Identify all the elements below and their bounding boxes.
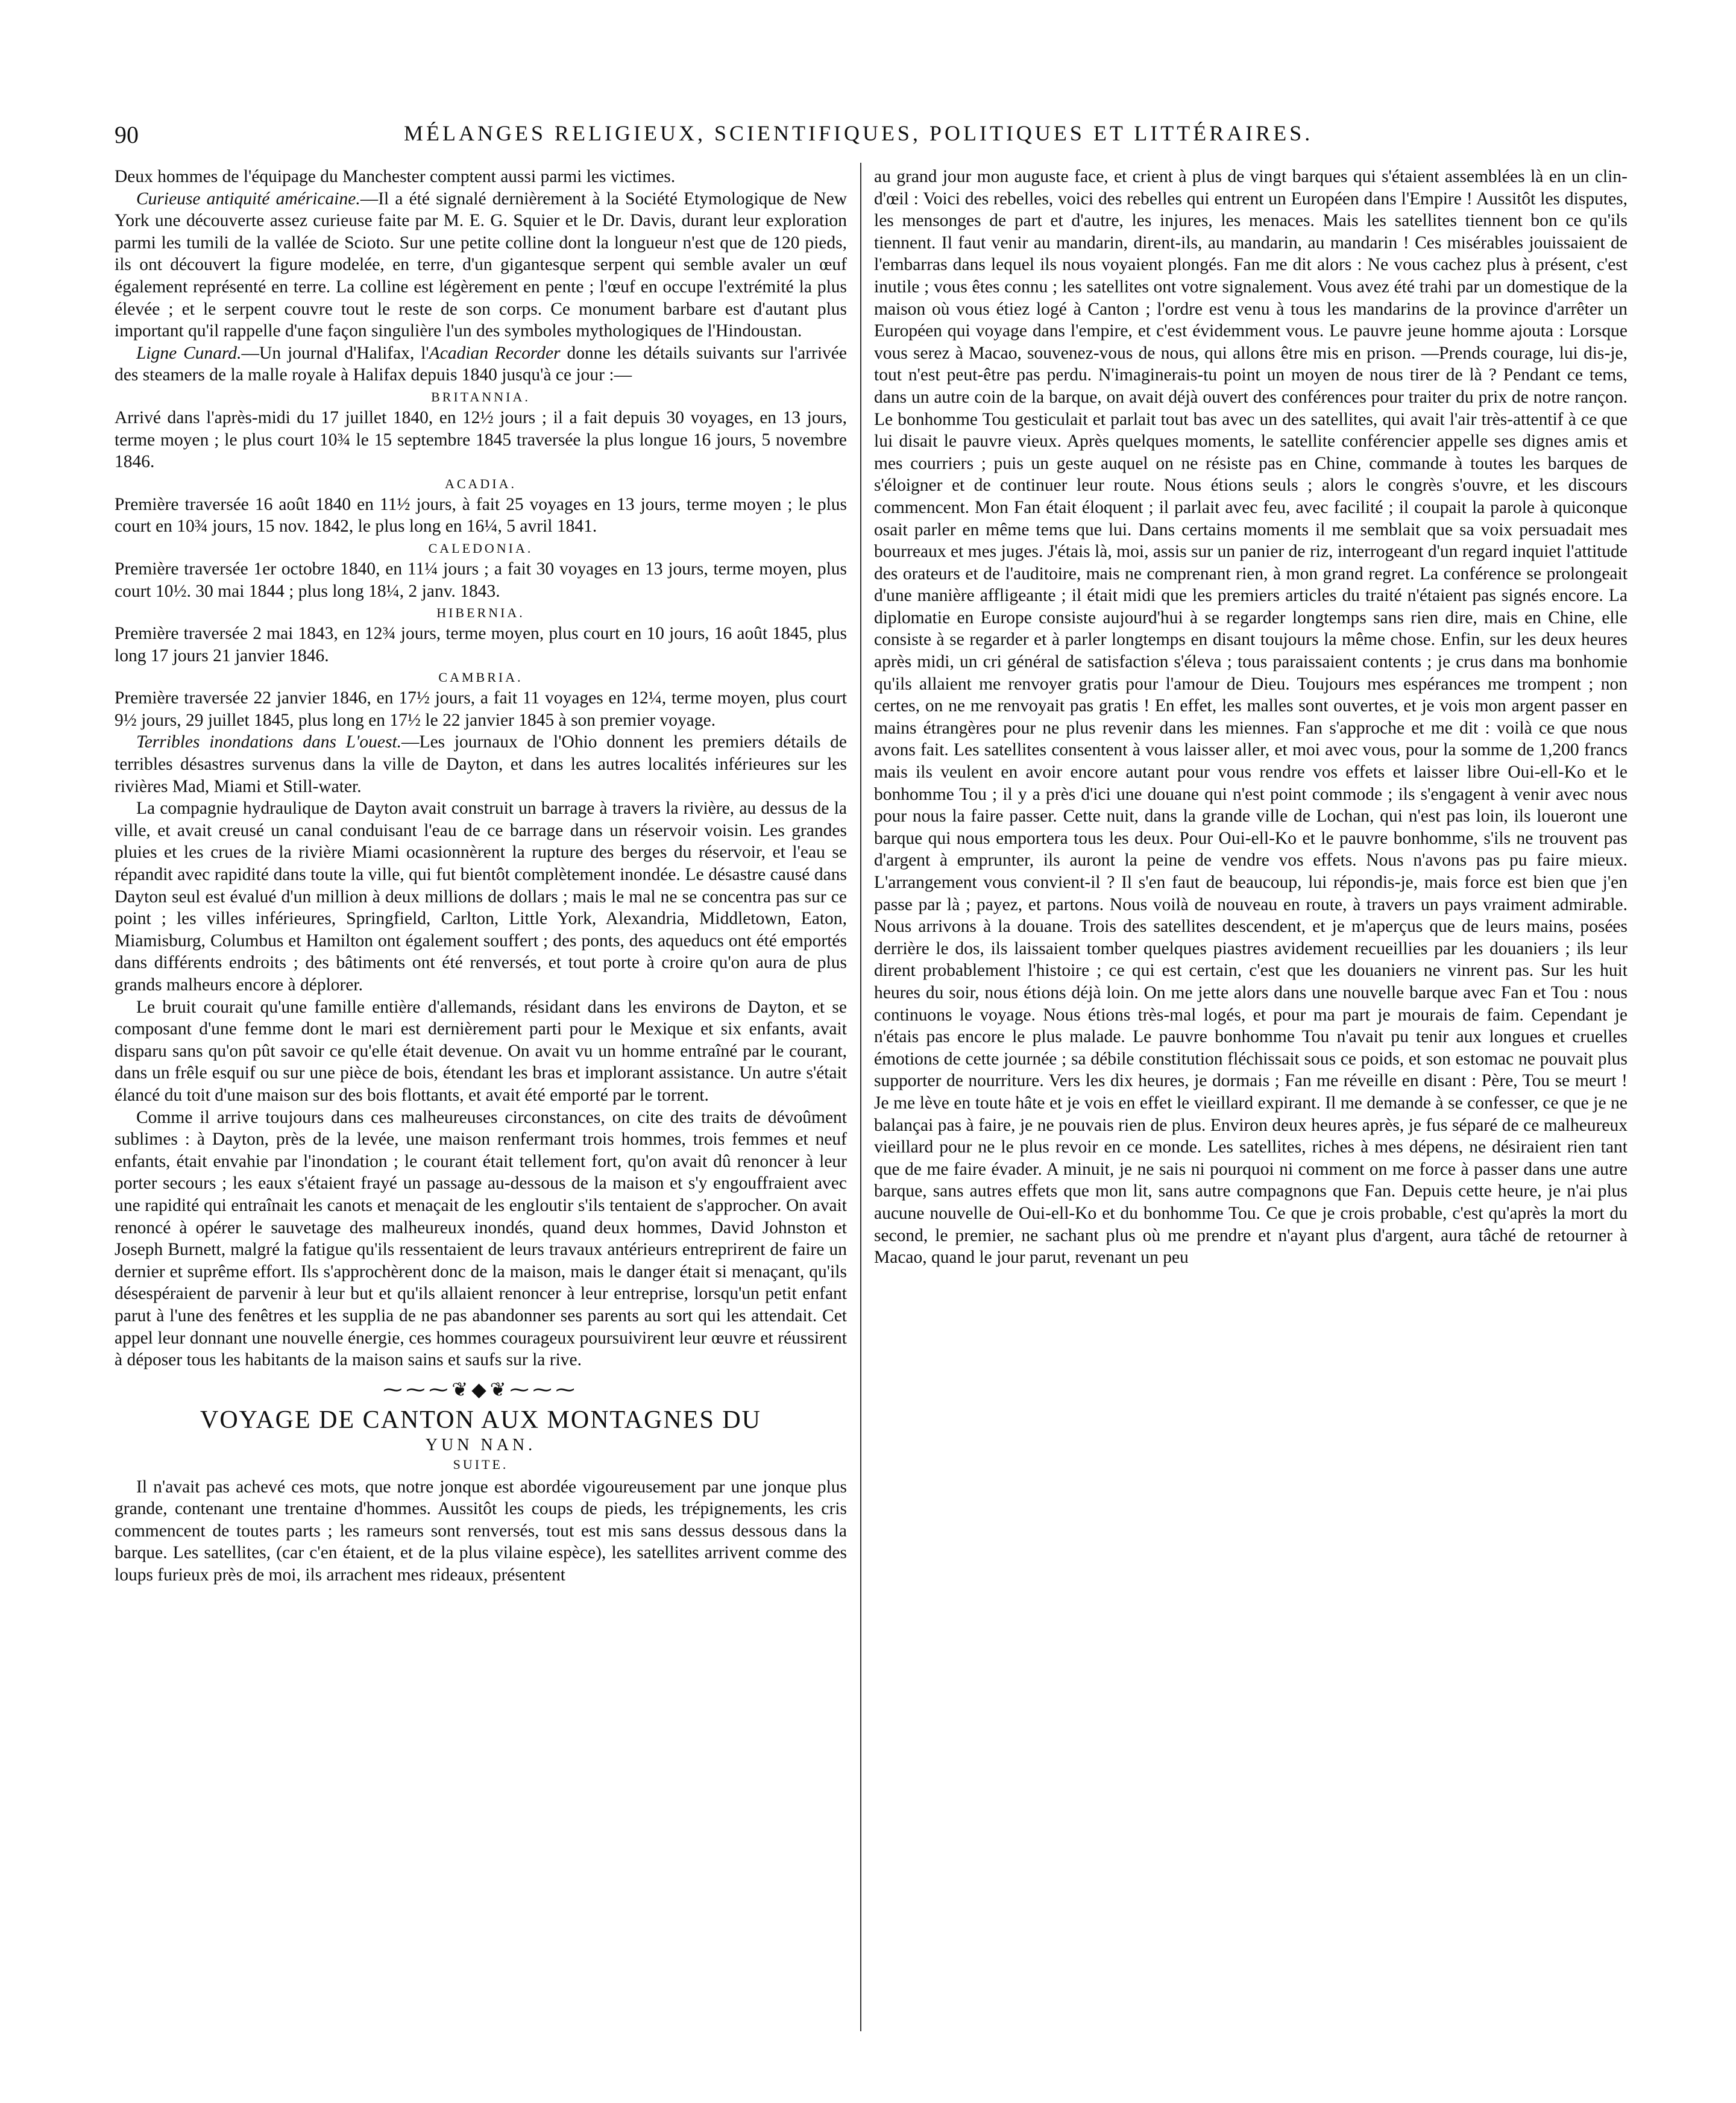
floods-paragraph — [115, 731, 847, 797]
devotion-paragraph: Comme il arrive toujours dans ces malheureuses circonstances, on cite des traits de dévoûment sublimes : à Dayton, près de la levée, une maison renfermant trois hommes, trois femmes et neuf enfants, était envahie par l'inondation ; le courant était tellement fort, qu'on avait dû renoncer à leur porter secours ; les eaux s'étaient frayé un passage au-dessous de la maison et s'y engouffraient avec une rapidité qui entraînait les canots et menaçait de les engloutir s'ils tentaient de s'approcher. On avait renoncé à opérer le sauvetage des malheureux inondés, quand deux hommes, David Johnston et Joseph Burnett, malgré la fatigue qu'ils ressentaient de leurs travaux antérieurs entreprirent de faire un dernier et suprême effort. Ils s'approchèrent donc de la maison, mais le danger était si menaçant, qu'ils désespéraient de parvenir à leur but et qu'ils allaient renoncer à leur entreprise, lorsqu'un petit enfant parut à l'une des fenêtres et les supplia de ne pas abandonner ses parents au sort qui les attendait. Cet appel leur donnant une nouvelle énergie, ces hommes courageux poursuivirent leur œuvre et réussirent à déposer tous les habitants de la maison sains et saufs sur la rive. — [115, 1107, 847, 1370]
voyage-paragraph: Il n'avait pas achevé ces mots, que notre jonque est abordée vigoureusement par une jonque plus grande, contenant une trentaine d'hommes. Aussitôt les coups de pieds, les trépignements, les cris commencent de toutes parts ; les rameurs sont renversés, tout est mis sans dessus dessous dans la barque. Les satellites, (car c'en étaient, et de la plus vilaine espèce), les satellites arrivent comme des loups furieux près de moi, ils arrachent mes rideaux, présentent — [115, 1477, 847, 1585]
ship-record: Première traversée 1er octobre 1840, en 11¼ jours ; a fait 30 voyages en 13 jours, terme moyen, plus court 10½. 30 mai 1844 ; plus long 18¼, 2 janv. 1843. — [115, 559, 847, 601]
floods-text: —Les journaux de l'Ohio donnent les premiers détails de terribles désastres survenus dans la ville de Dayton, et dans les autres localités inférieures sur les rivières Mad, Miami et Still-water. — [115, 732, 847, 796]
antiquity-text: —Il a été signalé dernièrement à la Société Etymologique de New York une découverte assez curieuse faite par M. E. G. Squier et le Dr. Davis, durant leur exploration parmi les tumili de la vallée de Scioto. Sur une petite colline dont la longueur n'est que de 120 pieds, ils ont découvert la figure modelée, en terre, d'un gigantesque serpent qui semble avaler un œuf également représenté en terre. La colline est légèrement en pente ; l'œuf en occupe l'extrémité la plus élevée ; et le serpent couvre tout le reste de son corps. Ce monument barbare est d'autant plus important qu'il rappelle d'une façon singulière l'un des symboles mythologiques de l'Hindoustan. — [115, 189, 848, 341]
left-column — [115, 166, 847, 1586]
antiquity-title: Curieuse antiquité américaine. — [136, 189, 360, 209]
running-title: MÉLANGES RELIGIEUX, SCIENTIFIQUES, POLITIQUES ET LITTÉRAIRES. — [404, 121, 1313, 145]
cunard-paragraph — [115, 342, 847, 386]
ship-name: ACADIA. — [444, 476, 517, 491]
ship-name: CAMBRIA. — [438, 670, 523, 685]
ship-record: Arrivé dans l'après-midi du 17 juillet 1840, en 12½ jours ; il a fait depuis 30 voyages, en 13 jours, terme moyen ; le plus court 10¾ le 15 septembre 1845 traversée la plus longue 16 jours, 5 novembre 1846. — [115, 407, 847, 472]
ship-name: HIBERNIA. — [436, 605, 525, 621]
hydraulic-paragraph: La compagnie hydraulique de Dayton avait construit un barrage à travers la rivière, au dessus de la ville, et avait creusé un canal conduisant l'eau de ce barrage dans un réservoir voisin. Les grandes pluies et les crues de la rivière Miami ocasionnèrent la rupture des berges du réservoir, et l'eau se répandit avec rapidité dans toute la ville, qui fut bientôt complètement inondée. Le désastre causé dans Dayton seul est évalué d'un million à deux millions de dollars ; mais le mal ne se concentra pas sur ce point ; les villes inférieures, Springfield, Carlton, Little York, Alexandria, Middletown, Eaton, Miamisburg, Columbus et Hamilton ont également souffert ; des ponts, des aqueducs ont été emportés dans différents endroits ; des bâtiments ont été renversés, et tout porte à croire qu'on aura de plus grands malheurs encore à déplorer. — [115, 799, 847, 995]
article-suite: SUITE. — [453, 1456, 509, 1472]
rumor-paragraph: Le bruit courait qu'une famille entière d'allemands, résidant dans les environs de Dayton, et se composant d'une femme dont le mari est dernièrement parti pour le Mexique et six enfants, avait disparu sans qu'on pût savoir ce qu'elle était devenue. On avait vu un homme entraîné par le courant, dans un frêle esquif ou sur une pièce de bois, étendant les bras et implorant assistance. Un autre s'était élancé du toit d'une maison sur des bois flottants, et avait été emporté par le torrent. — [115, 997, 847, 1105]
column-divider — [860, 163, 861, 2031]
ship-name: BRITANNIA. — [431, 389, 530, 404]
cunard-text-b: donne les détails suivants sur l'arrivée des steamers de la malle royale à Halifax depuis 1840 jusqu'à ce jour :— — [115, 343, 847, 385]
article-title: VOYAGE DE CANTON AUX MONTAGNES DU — [200, 1406, 762, 1434]
ship-record: Première traversée 16 août 1840 en 11½ jours, à fait 25 voyages en 13 jours, terme moyen ; le plus court en 10¾ jours, 15 nov. 1842, le plus long en 16¼, 5 avril 1841. — [115, 494, 847, 536]
ship-record: Première traversée 22 janvier 1846, en 17½ jours, a fait 11 voyages en 12¼, terme moyen, plus court 9½ jours, 29 juillet 1845, plus long en 17½ le 22 janvier 1845 à son premier voyage. — [115, 688, 847, 730]
antiquity-paragraph — [115, 188, 847, 342]
cunard-journal: Acadian Recorder — [429, 343, 561, 363]
page-number: 90 — [115, 121, 139, 148]
floods-title: Terribles inondations dans L'ouest. — [136, 732, 402, 752]
right-column — [874, 166, 1628, 1269]
manchester-paragraph: Deux hommes de l'équipage du Manchester comptent aussi parmi les victimes. — [115, 167, 676, 186]
voyage-continued-paragraph: au grand jour mon auguste face, et crient à plus de vingt barques qui s'étaient assemblées là en un clin-d'œil : Voici des rebelles, voici des rebelles qui entrent un Européen dans l'Empire ! Aussitôt les disputes, les mensonges de part et d'autre, les injures, les menaces. Mais les satellites tiennent bon ce qu'ils tiennent. Il faut venir au mandarin, dirent-ils, au mandarin, au mandarin ! Ces misérables jouissaient de l'embarras dans lequel ils nous voyaient plongés. Fan me dit alors : Ne vous cachez plus à présent, c'est inutile ; vous êtes connu ; les satellites ont votre signalement. Vous avez été trahi par un domestique de la maison où vous étiez logé à Canton ; l'ordre est venu à tous les mandarins de la province d'arrêter un Européen qui voyage dans l'empire, et c'est évidemment vous. Le pauvre jeune homme ajouta : Lorsque vous serez à Macao, souvenez-vous de nous, qui allons être mis en prison. —Prends courage, lui dis-je, tout n'est peut-être pas perdu. N'imaginerais-tu point un moyen de nous tirer de là ? Pendant ce tems, dans un autre coin de la barque, on avait déjà ouvert des conférences pour traiter du prix de notre rançon. Le bonhomme Tou gesticulait et parlait tout bas avec un des satellites, qui avait l'air très-attentif à ce que lui disait le pauvre vieux. Après quelques moments, le satellite conférencier appelle ses dignes amis et mes courriers ; puis un geste auquel on ne résiste pas en Chine, commande à toutes les barques de s'éloigner et de continuer leur route. Nous étions seuls ; alors le congrès s'ouvre, et les discours commencent. Mon Fan était éloquent ; il parlait avec feu, avec facilité ; il coupait la parole à quiconque osait parler en même tems que lui. Dans certains moments il me semblait que sa voix persuadait mes bourreaux et mes juges. J'étais là, moi, assis sur un panier de riz, interrogeant d'un regard inquiet l'attitude des orateurs et de l'auditoire, mais ne comprenant rien, à mon grand regret. La conférence se prolongeait d'une manière affligeante ; il était midi que les premiers articles du traité n'étaient pas signés encore. La diplomatie en Europe consiste aujourd'hui à se regarder longtemps sans rien dire, mais en Chine, elle consiste à se regarder et à parler longtemps en disant toujours la même chose. Enfin, sur les deux heures après midi, un cri général de satisfaction s'éleva ; tous paraissaient contents ; je crus dans ma bonhomie qu'ils allaient me renvoyer gratis pour l'amour de Dieu. Toujours mes espérances me trompent ; non certes, on ne me renvoyait pas gratis ! En effet, les malles sont ouvertes, et je vois mon argent passer en mains étrangères pour ne plus revenir dans les miennes. Fan s'approche et me dit : voilà ce que nous avons fait. Les satellites consentent à vous laisser aller, et moi avec vous, pour la somme de 1,200 francs mais ils veulent en avoir encore autant pour vous rendre vos effets et laisser libre Oui-ell-Ko et le bonhomme Tou ; il y a près d'ici une douane qui n'est point commode ; ils s'engagent à venir avec nous pour nous la faire passer. Cette nuit, dans la grande ville de Lochan, qui n'est pas loin, ils loueront une barque qui nous emportera tous les deux. Pour Oui-ell-Ko et le pauvre bonhomme, s'ils ne trouvent pas d'argent à emprunter, ils auront la peine de vendre vos effets. Nous n'avons pas pu faire mieux. L'arrangement vous convient-il ? Il s'en faut de beaucoup, lui répondis-je, mais force est bien que j'en passe par là ; payez, et partons. Nous voilà de nouveau en route, à travers un pays vraiment admirable. Nous arrivons à la douane. Trois des satellites descendent, et je m'aperçus que de leurs mains, posées derrière le dos, ils laissaient tomber quelques piastres avidement recueillies par les douaniers ; ils leur dirent probablement l'histoire ; ce qui est certain, c'est que les douaniers ne vinrent pas. Sur les huit heures du soir, nous étions déjà loin. On me jette alors dans une nouvelle barque avec Fan et Tou : nous continuons le voyage. Nous étions très-mal logés, et pour ma part je mourais de faim. Cependant je n'étais pas encore le plus malade. Le pauvre bonhomme Tou n'avait pu tenir aux longues et cruelles émotions de cette journée ; sa débile constitution fléchissait sous ce poids, et son estomac ne pouvait plus supporter de nourriture. Vers les dix heures, je dormais ; Fan me réveille en disant : Père, Tou se meurt ! Je me lève en toute hâte et je vois en effet le vieillard expirant. Il me demande à se confesser, ce que je ne balançai pas à faire, je ne pouvais rien de plus. Environ deux heures après, je fus séparé de ce malheureux vieillard pour ne le plus revoir en ce monde. Les satellites, riches à mes dépens, ne désiraient rien tant que de me faire évader. A minuit, je ne sais ni pourquoi ni comment on me force à passer dans une autre barque, sans autres effets que mon lit, sans autre compagnons que Fan. Depuis cette heure, je n'ai plus aucune nouvelle de Oui-ell-Ko et du bonhomme Tou. Ce que je crois probable, c'est qu'après la mort du second, le premier, ne sachant plus où me prendre et n'ayant plus d'argent, aura tâché de retourner à Macao, quand le jour parut, revenant un peu — [874, 167, 1628, 1268]
cunard-title: Ligne Cunard. — [136, 343, 242, 363]
page-header — [115, 121, 1621, 157]
ship-name: CALEDONIA. — [428, 540, 533, 556]
ornament-divider: ⁓⁓⁓❦◆❦⁓⁓⁓ — [383, 1378, 579, 1400]
cunard-text-a: —Un journal d'Halifax, l' — [241, 343, 429, 363]
article-subtitle: YUN NAN. — [425, 1435, 536, 1454]
ship-record: Première traversée 2 mai 1843, en 12¾ jours, terme moyen, plus court en 10 jours, 16 août 1845, plus long 17 jours 21 janvier 1846. — [115, 624, 847, 665]
